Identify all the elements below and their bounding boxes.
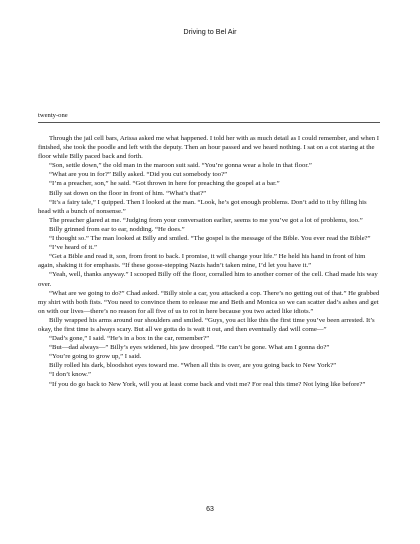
paragraph: “I thought so.” The man looked at Billy and smiled. “The gospel is the message of the Bible. You ever read the Bible?” (49, 235, 371, 243)
paragraph: Billy wrapped his arms around our shoulders and smiled. “Guys, you act like this the first time you’ve been arrested. It’s okay, the first time is always scary. But all we gotta do is wait it out, and then eventually dad will come—” (38, 316, 375, 333)
paragraph: “But—dad always—” Billy’s eyes widened, his jaw drooped. “He can’t be gone. What am I gonna do?” (49, 344, 330, 352)
paragraph: “What are you in for?” Billy asked. “Did you cut somebody too?” (49, 171, 228, 179)
paragraph: “You’re going to grow up,” I said. (49, 353, 142, 361)
paragraph: “Dad’s gone,” I said. “He’s in a box in the car, remember?” (49, 335, 210, 343)
paragraph: “Son, settle down,” the old man in the maroon suit said. “You’re gonna wear a hole in that floor.” (49, 162, 312, 170)
paragraph: Billy rolled his dark, bloodshot eyes toward me. “When all this is over, are you going back to New York?” (49, 362, 337, 370)
chapter-rule (38, 122, 380, 123)
paragraph: “Get a Bible and read it, son, from front to back. I promise, it will change your life.” He held his hand in front of him again, shaking it for emphasis. “If these goose-stepping Nazis hadn’t taken mine, I’d let you have it.” (38, 253, 366, 270)
paragraph: The preacher glared at me. “Judging from your conversation earlier, seems to me you’ve got a lot of problems, too.” (49, 216, 363, 224)
paragraph: “I’m a preacher, son,” he said. “Got thrown in here for preaching the gospel at a bar.” (49, 180, 280, 188)
paragraph: “I don’t know.” (49, 371, 91, 379)
paragraph: Through the jail cell bars, Arissa asked me what happened. I told her with as much detail as I could remember, and when I finished, she took the poodle and left with the deputy. Then an hour passed and we heard nothing. I sat on a cot staring at the floor while Billy paced back and forth. (38, 135, 380, 161)
paragraph: “I’ve heard of it.” (49, 244, 97, 252)
paragraph: Billy grinned from ear to ear, nodding. “He does.” (49, 225, 185, 233)
running-title: Driving to Bel Air (183, 27, 237, 36)
paragraph: “It’s a fairy tale,” I quipped. Then I looked at the man. “Look, he’s got enough problems. Don’t add to it by filling his head with a bunch of nonsense.” (38, 198, 367, 215)
paragraph: “What are we going to do?” Chad asked. “Billy stole a car, you attacked a cop. There’s no getting out of that.” He grabbed my shirt with both fists. “You need to convince them to release me and Beth and Monica so we can scatter dad’s ashes and get on with our lives—there’s no reason for all five of us to rot in here because you two acted like idiots.” (38, 289, 380, 315)
page-number: 63 (206, 506, 214, 513)
chapter-title: twenty-one (38, 112, 68, 119)
paragraph: “If you do go back to New York, will you at least come back and visit me? For real this time? Not lying like before?” (49, 380, 366, 388)
body-text (38, 134, 380, 389)
paragraph: “Yeah, well, thanks anyway.” I scooped Billy off the floor, corralled him to another corner of the cell. Chad made his way over. (38, 271, 378, 288)
paragraph: Billy sat down on the floor in front of him. “What’s that?” (49, 189, 207, 197)
